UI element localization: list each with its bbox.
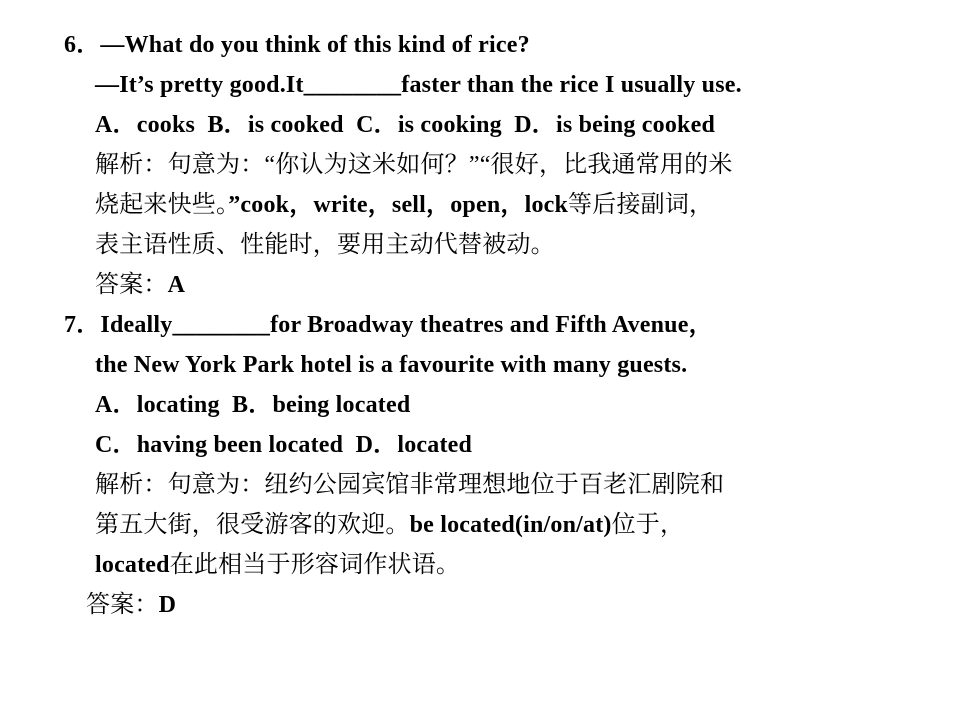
text-segment: 6．—What do you think of this kind of rice? <box>64 32 530 58</box>
text-segment: —It’s pretty good.It________faster than the rice I usually use. <box>95 72 742 98</box>
q7-analysis-line-1 <box>0 465 960 505</box>
text-segment: 答案： <box>86 592 159 618</box>
q7-analysis-line-3 <box>0 545 960 585</box>
text-segment: 解析：句意为：纽约公园宾馆非常理想地位于百老汇剧院和 <box>95 472 725 498</box>
text-segment: A．locating B．being located <box>95 392 411 418</box>
q6-question-line-2 <box>0 65 960 105</box>
q6-analysis-line-1 <box>0 145 960 185</box>
q7-options-cd <box>0 425 960 465</box>
text-segment: 在此相当于形容词作状语。 <box>169 552 461 578</box>
text-segment: C．having been located D．located <box>95 432 473 458</box>
text-segment: 位于， <box>611 512 685 538</box>
text-segment: 第五大街，很受游客的欢迎。 <box>95 512 410 538</box>
text-segment: 7．Ideally________for Broadway theatres and Fifth Avenue， <box>64 312 713 338</box>
text-segment: the New York Park hotel is a favourite with many guests. <box>95 352 688 378</box>
q6-question-line-1 <box>0 25 960 65</box>
q7-question-line-2 <box>0 345 960 385</box>
text-segment: ”cook，write，sell，open，lock <box>228 192 569 218</box>
q6-analysis-line-2 <box>0 185 960 225</box>
text-segment: A <box>167 272 186 298</box>
text-segment: 答案： <box>95 272 168 298</box>
text-block <box>0 25 960 625</box>
text-segment: 烧起来快些。 <box>95 192 229 218</box>
q7-analysis-line-2 <box>0 505 960 545</box>
q6-answer <box>0 265 960 305</box>
text-segment: A．cooks B．is cooked C．is cooking D．is being cooked <box>95 112 715 138</box>
text-segment: D <box>158 592 177 618</box>
q6-options <box>0 105 960 145</box>
text-segment: located <box>95 552 170 578</box>
text-segment: 表主语性质、性能时，要用主动代替被动。 <box>95 232 555 258</box>
q6-analysis-line-3 <box>0 225 960 265</box>
q7-question-line-1 <box>0 305 960 345</box>
q7-options-ab <box>0 385 960 425</box>
q7-answer <box>0 585 960 625</box>
text-segment: be located(in/on/at) <box>409 512 612 538</box>
text-segment: 解析：句意为：“你认为这米如何？”“很好，比我通常用的米 <box>95 152 733 178</box>
text-segment: 等后接副词， <box>568 192 714 218</box>
